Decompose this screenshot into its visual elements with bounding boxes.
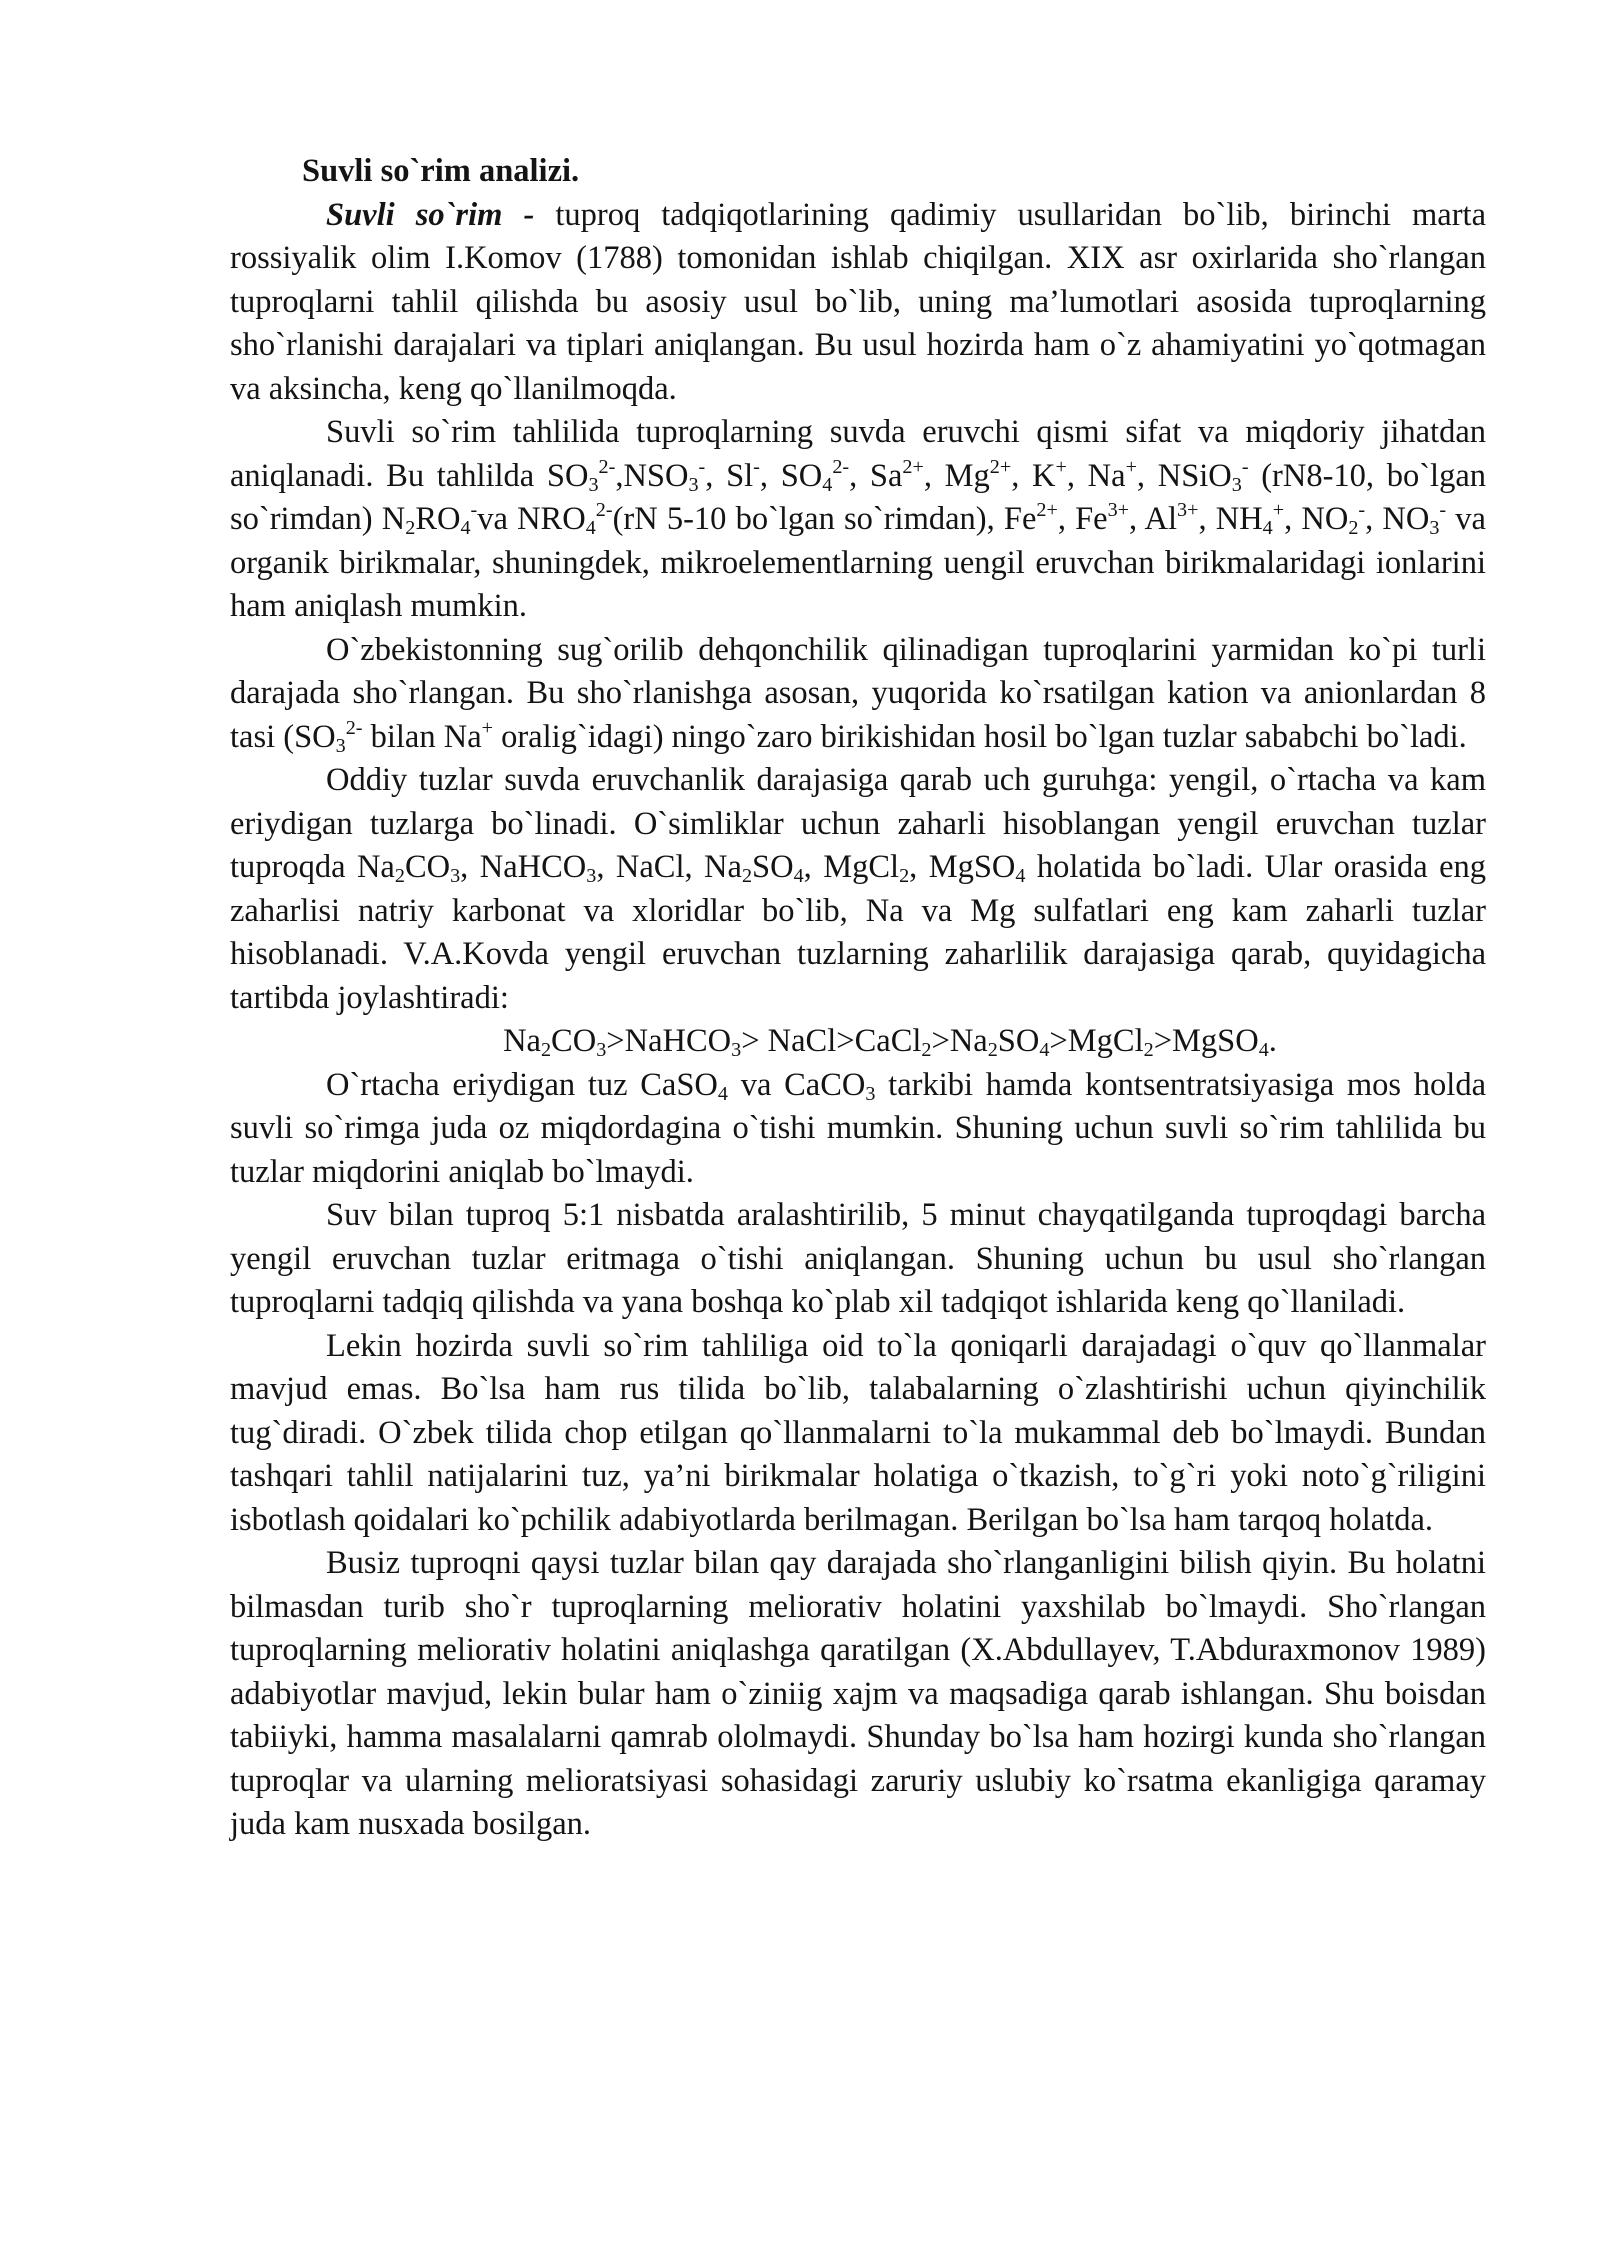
body-paragraph xyxy=(230,1064,1486,1195)
text-run: Suv bilan tuproq 5:1 nisbatda aralashtirilib, 5 minut chayqatilganda tuproqdagi barcha yengil eruvchan tuzlar eritmaga o`tishi aniqlangan. Shuning uchun bu usul sho`rlangan tuproqlarni tadqiq qilishda va yana boshqa ko`plab xil tadqiqot ishlarida keng qo`llaniladi. xyxy=(230,1197,1486,1320)
chem-supscript: - xyxy=(1241,455,1249,478)
text-run: va CaCO xyxy=(728,1066,866,1103)
text-run: SO xyxy=(997,1023,1040,1059)
chem-supscript: - xyxy=(698,455,706,478)
chem-subscript: 2 xyxy=(405,517,416,540)
body-paragraph xyxy=(230,411,1486,629)
toxicity-order-formula xyxy=(230,1020,1486,1064)
text-run: Busiz tuproqni qaysi tuzlar bilan qay darajada sho`rlanganligini bilish qiyin. Bu holatni bilmasdan turib sho`r tuproqlarning meliorativ holatini yaxshilab bo`lmaydi. Sho`rlangan tuproqlarning meliorativ holatini aniqlashga qaratilgan (X.Abdullayev, T.Abduraxmonov 1989) adabiyotlar mavjud, lekin bular ham o`ziniig xajm va maqsadiga qarab ishlangan. Shu boisdan tabiiyki, hamma masalalarni qamrab ololmaydi. Shunday bo`lsa ham hozirgi kunda sho`rlangan tuproqlar va ularning melioratsiyasi sohasidagi zaruriy uslubiy ko`rsatma ekanligiga qaramay juda kam nusxada bosilgan. xyxy=(230,1545,1486,1842)
text-run: tuproq tadqiqotlarining qadimiy usullaridan bo`lib, birinchi marta rossiyalik olim I.Komov (1788) tomonidan ishlab chiqilgan. XIX asr oxirlarida sho`rlangan tuproqlarni tahlil qilishda bu asosiy usul bo`lib, uning ma’lumotlari asosida tuproqlarning sho`rlanishi darajalari va tiplari aniqlangan. Bu usul hozirda ham o`z ahamiyatini yo`qotmagan va aksincha, keng qo`llanilmoqda. xyxy=(230,196,1486,407)
chem-subscript: 3 xyxy=(335,734,346,757)
text-run: Oddiy tuzlar suvda eruvchanlik darajasiga qarab uch guruhga: yengil, o`rtacha va kam eriydigan tuzlarga bo`linadi. O`simliklar uchun zaharli hisoblangan yengil eruvchan tuzlar tuproqda Na xyxy=(230,762,1486,885)
chem-subscript: 3 xyxy=(1231,473,1242,496)
text-run: Lekin hozirda suvli so`rim tahliliga oid to`la qoniqarli darajadagi o`quv qo`llanmalar mavjud emas. Bo`lsa ham rus tilida bo`lib, talabalarning o`zlashtirishi uchun qiyinchilik tug`diradi. O`zbek tilida chop etilgan qo`llanmalarni to`la mukammal deb bo`lmaydi. Bundan tashqari tahlil natijalarini tuz, ya’ni birikmalar holatiga o`tkazish, to`g`ri yoki noto`g`riligini isbotlash qoidalari ko`pchilik adabiyotlarda berilmagan. Berilgan bo`lsa ham tarqoq holatda. xyxy=(230,1327,1486,1538)
text-run: , Na xyxy=(1066,457,1126,494)
text-run: , NO xyxy=(1284,501,1349,537)
body-paragraph xyxy=(230,1325,1486,1543)
chem-subscript: 2 xyxy=(921,1039,932,1062)
chem-subscript: 2 xyxy=(540,1039,552,1062)
text-run: (rN8-10, bo`lgan so`rimdan) N xyxy=(230,457,1486,537)
paragraphs-before xyxy=(230,194,1486,1021)
text-run: , Fe xyxy=(1057,501,1108,537)
chem-subscript: 4 xyxy=(822,473,833,496)
text-run: , NO xyxy=(1365,501,1430,537)
document-page xyxy=(230,150,1486,1847)
text-run: , NH xyxy=(1198,501,1263,537)
chem-subscript: 2 xyxy=(741,865,753,888)
chem-subscript: 4 xyxy=(1039,1039,1050,1062)
chem-subscript: 2 xyxy=(899,865,910,888)
text-run: > NaCl>CaCl xyxy=(741,1023,922,1059)
text-run: >NaHCO xyxy=(606,1023,732,1059)
chem-supscript: 2- xyxy=(832,455,850,478)
text-run: , NaHCO xyxy=(460,849,587,885)
text-run: va NRO xyxy=(477,501,586,537)
chem-subscript: 4 xyxy=(717,1082,728,1105)
chem-supscript: 2+ xyxy=(989,455,1012,478)
chem-supscript: + xyxy=(1272,498,1285,521)
paragraphs-after xyxy=(230,1064,1486,1847)
text-run: tarkibi hamda kontsentratsiyasiga mos holda suvli so`rimga juda oz miqdordagina o`tishi mumkin. Shuning uchun suvli so`rim tahlilida bu tuzlar miqdorini aniqlab bo`lmaydi. xyxy=(230,1066,1487,1190)
chem-supscript: 3+ xyxy=(1177,498,1199,521)
document-heading: Suvli so`rim analizi. xyxy=(302,153,580,189)
chem-supscript: + xyxy=(1055,455,1067,478)
chem-subscript: 2 xyxy=(1348,517,1359,540)
text-run: , NaCl, Na xyxy=(596,849,742,885)
chem-supscript: + xyxy=(1125,455,1137,478)
text-run: bilan Na xyxy=(362,718,482,755)
chem-supscript: 2+ xyxy=(1036,498,1058,521)
body-paragraph xyxy=(230,194,1486,412)
defined-term: Suvli so`rim - xyxy=(326,196,535,233)
chem-subscript: 3 xyxy=(865,1082,876,1105)
chem-subscript: 4 xyxy=(793,865,804,888)
chem-supscript: 2- xyxy=(345,716,363,739)
text-run: >MgCl xyxy=(1049,1023,1144,1059)
text-run: . xyxy=(1268,1023,1277,1059)
text-run: Suvli so`rim tahlilida tuproqlarning suvda eruvchi qismi sifat va miqdoriy jihatdan aniqlanadi. Bu tahlilda SO xyxy=(230,414,1486,494)
chem-subscript: 3 xyxy=(1429,517,1440,540)
text-run: SO xyxy=(752,849,794,885)
text-run: , SO xyxy=(759,457,823,494)
chem-subscript: 3 xyxy=(731,1039,742,1062)
text-run: CO xyxy=(551,1023,597,1059)
text-run: ,NSO xyxy=(615,457,689,494)
chem-supscript: 3+ xyxy=(1107,498,1130,521)
text-run: , Sl xyxy=(705,457,754,494)
text-run: , MgCl xyxy=(803,849,900,885)
chem-supscript: 2+ xyxy=(902,455,924,478)
text-run: CO xyxy=(404,849,451,885)
chem-subscript: 3 xyxy=(688,473,699,496)
text-run: >Na xyxy=(931,1023,988,1059)
chem-subscript: 2 xyxy=(987,1039,998,1062)
chem-subscript: 4 xyxy=(1258,1039,1269,1062)
text-run: va organik birikmalar, shuningdek, mikroelementlarning uengil eruvchan birikmalaridagi ionlarini ham aniqlash mumkin. xyxy=(230,501,1486,624)
chem-supscript: - xyxy=(1439,498,1447,521)
chem-subscript: 2 xyxy=(1143,1039,1154,1062)
chem-supscript: - xyxy=(470,498,478,521)
chem-supscript: 2- xyxy=(598,455,616,478)
chem-subscript: 3 xyxy=(588,473,599,496)
body-paragraph xyxy=(230,1542,1486,1847)
text-run: , MgSO xyxy=(909,849,1016,885)
text-run: , Sa xyxy=(849,457,903,494)
body-paragraph xyxy=(230,759,1486,1020)
text-run: O`rtacha eriydigan tuz CaSO xyxy=(326,1066,718,1103)
chem-subscript: 4 xyxy=(585,517,596,540)
chem-subscript: 3 xyxy=(596,1039,607,1062)
chem-subscript: 4 xyxy=(460,517,471,540)
body-paragraph xyxy=(230,629,1486,760)
chem-subscript: 2 xyxy=(394,865,405,888)
body-paragraph xyxy=(230,1194,1486,1325)
text-run: , Mg xyxy=(923,457,990,494)
text-run: , Al xyxy=(1129,501,1178,537)
chem-supscript: + xyxy=(481,716,493,739)
text-run: oralig`idagi) ningo`zaro birikishidan hosil bo`lgan tuzlar sababchi bo`ladi. xyxy=(492,718,1467,755)
chem-subscript: 3 xyxy=(450,865,461,888)
text-run: >MgSO xyxy=(1153,1023,1259,1059)
chem-subscript: 4 xyxy=(1015,865,1026,888)
chem-subscript: 4 xyxy=(1262,517,1273,540)
text-run: holatida bo`ladi. Ular orasida eng zaharlisi natriy karbonat va xloridlar bo`lib, Na va Mg sulfatlari eng kam zaharli tuzlar hisoblanadi. V.A.Kovda yengil eruvchan tuzlarning zaharlilik darajasiga qarab, quyidagicha tartibda joylashtiradi: xyxy=(230,849,1487,1016)
chem-supscript: - xyxy=(753,455,760,478)
text-run: Na xyxy=(503,1023,541,1059)
text-run: RO xyxy=(415,501,461,537)
chem-supscript: 2- xyxy=(595,498,613,521)
text-run: , K xyxy=(1011,457,1056,494)
text-run: (rN 5-10 bo`lgan so`rimdan), Fe xyxy=(612,501,1037,537)
text-run: , NSiO xyxy=(1136,457,1232,494)
text-run: O`zbekistonning sug`orilib dehqonchilik qilinadigan tuproqlarini yarmidan ko`pi turli darajada sho`rlangan. Bu sho`rlanishga asosan, yuqorida ko`rsatilgan kation va anionlardan 8 tasi (SO xyxy=(230,631,1486,755)
chem-subscript: 3 xyxy=(586,865,597,888)
chem-supscript: - xyxy=(1358,498,1366,521)
